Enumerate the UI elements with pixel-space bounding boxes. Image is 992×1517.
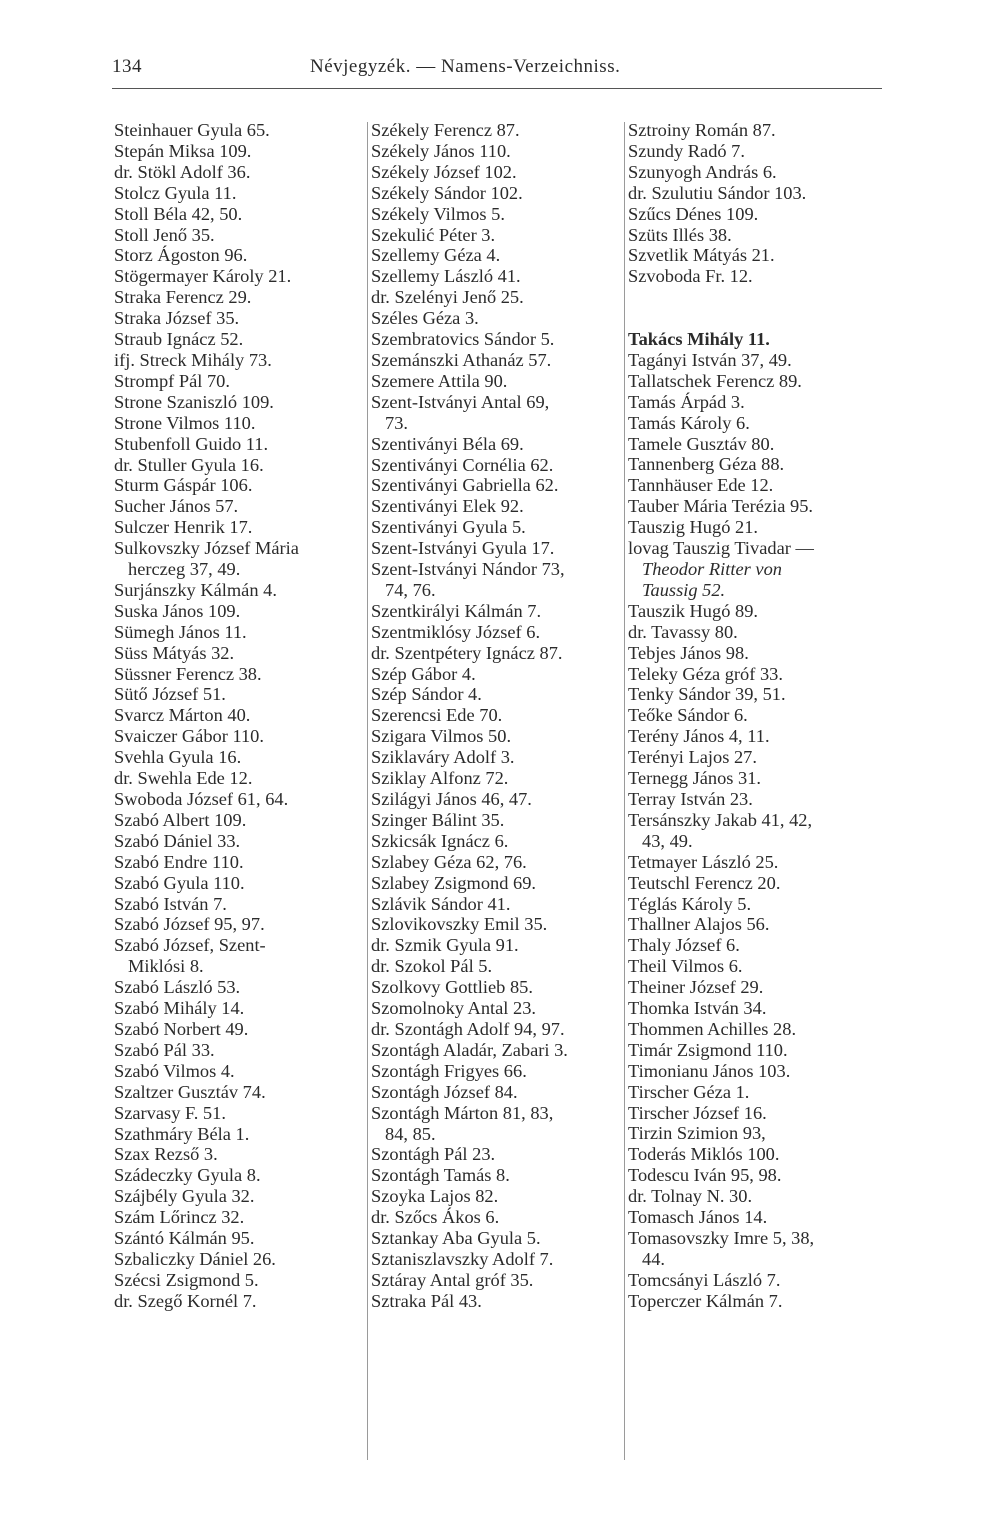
directory-entry: Szabó István 7. — [114, 893, 227, 914]
directory-entry: Szabó Norbert 49. — [114, 1018, 249, 1039]
directory-entry: Tallatschek Ferencz 89. — [628, 370, 802, 391]
directory-entry: Tamás Árpád 3. — [628, 391, 745, 412]
directory-entry: Szkicsák Ignácz 6. — [371, 830, 509, 851]
directory-entry: Szentiványi Elek 92. — [371, 496, 524, 517]
directory-entry: Stögermayer Károly 21. — [114, 266, 292, 287]
directory-entry: Sztraka Pál 43. — [371, 1290, 482, 1311]
directory-entry: Terényi Lajos 27. — [628, 747, 757, 768]
directory-entry: Szigara Vilmos 50. — [371, 726, 512, 747]
directory-entry: Svehla Gyula 16. — [114, 747, 242, 768]
directory-entry: Stoll Jenő 35. — [114, 224, 215, 245]
directory-entry: Straka József 35. — [114, 308, 240, 329]
directory-entry: Strompf Pál 70. — [114, 370, 230, 391]
directory-entry: Szekulić Péter 3. — [371, 224, 496, 245]
directory-entry: dr. Szőcs Ákos 6. — [371, 1207, 500, 1228]
directory-entry: Strone Vilmos 110. — [114, 412, 256, 433]
directory-entry: Szabó Vilmos 4. — [114, 1060, 235, 1081]
directory-entry: Téglás Károly 5. — [628, 893, 752, 914]
directory-entry: Thallner Alajos 56. — [628, 914, 770, 935]
directory-entry: Szilágyi János 46, 47. — [371, 789, 532, 809]
directory-entry: Straub Ignácz 52. — [114, 329, 244, 350]
directory-entry: Szontágh Márton 81, 83, — [371, 1102, 554, 1123]
directory-entry: Tannenberg Géza 88. — [628, 454, 785, 475]
directory-entry: Szellemy Géza 4. — [371, 245, 501, 266]
directory-entry: dr. Szegő Kornél 7. — [114, 1290, 257, 1311]
directory-entry: Tannhäuser Ede 12. — [628, 475, 774, 496]
entry-continuation: 44. — [642, 1248, 665, 1269]
directory-entry: dr. Swehla Ede 12. — [114, 768, 253, 789]
directory-entry: Ternegg János 31. — [628, 768, 762, 789]
directory-entry: Tamás Károly 6. — [628, 412, 750, 433]
directory-entry: Tetmayer László 25. — [628, 851, 779, 872]
directory-entry: dr. Szelényi Jenő 25. — [371, 287, 524, 308]
directory-entry: Thaly József 6. — [628, 935, 740, 956]
directory-entry: Szám Lőrincz 32. — [114, 1207, 245, 1228]
directory-entry: Thomka István 34. — [628, 998, 767, 1019]
directory-entry: Theiner József 29. — [628, 977, 764, 998]
name-column-3 — [628, 120, 890, 1312]
directory-entry: Teutschl Ferencz 20. — [628, 872, 781, 893]
directory-entry: lovag Tauszig Tivadar — — [628, 538, 814, 559]
directory-entry: dr. Szontágh Adolf 94, 97. — [371, 1018, 565, 1039]
directory-entry: Szentiványi Gyula 5. — [371, 517, 526, 538]
directory-entry: Sulczer Henrik 17. — [114, 517, 253, 538]
directory-entry: Tomasovszky Imre 5, 38, — [628, 1228, 815, 1248]
name-column-1 — [114, 120, 368, 1312]
directory-entry: Timonianu János 103. — [628, 1060, 791, 1081]
directory-entry: Terray István 23. — [628, 788, 753, 809]
directory-entry: Szellemy László 41. — [371, 266, 521, 287]
directory-entry: Teőke Sándor 6. — [628, 705, 748, 726]
directory-entry: dr. Szulutiu Sándor 103. — [628, 182, 807, 203]
directory-entry: Szolkovy Gottlieb 85. — [371, 977, 533, 998]
directory-entry: Thommen Achilles 28. — [628, 1018, 797, 1039]
entry-continuation: 84, 85. — [385, 1123, 436, 1144]
directory-entry: Szerencsi Ede 70. — [371, 705, 503, 726]
directory-entry: Szax Rezső 3. — [114, 1144, 218, 1165]
directory-entry: Szarvasy F. 51. — [114, 1102, 226, 1123]
entry-continuation: Taussig 52. — [642, 579, 726, 600]
directory-entry: Szabó Endre 110. — [114, 851, 244, 872]
entry-continuation: 43, 49. — [642, 830, 693, 851]
entry-continuation: Theodor Ritter von — [642, 559, 782, 579]
directory-entry: Székely Sándor 102. — [371, 182, 523, 203]
directory-entry: Szabó László 53. — [114, 977, 241, 998]
running-title: Névjegyzék. — Namens-Verzeichniss. — [310, 56, 621, 77]
directory-entry: Szontágh Pál 23. — [371, 1144, 496, 1165]
directory-entry: dr. Tolnay N. 30. — [628, 1186, 753, 1207]
directory-entry: Szomolnoky Antal 23. — [371, 998, 537, 1019]
directory-entry: Szvetlik Mátyás 21. — [628, 245, 775, 266]
directory-entry: Surjánszky Kálmán 4. — [114, 579, 277, 600]
directory-entry: Steinhauer Gyula 65. — [114, 120, 270, 140]
directory-entry: Székely József 102. — [371, 161, 517, 182]
directory-entry: Swoboda József 61, 64. — [114, 789, 289, 809]
directory-entry: Todescu Iván 95, 98. — [628, 1165, 782, 1186]
directory-entry: Strone Szaniszló 109. — [114, 391, 274, 412]
directory-entry: Székely János 110. — [371, 140, 511, 161]
directory-entry: Tenky Sándor 39, 51. — [628, 684, 786, 705]
directory-entry: Sziklay Alfonz 72. — [371, 768, 509, 789]
directory-entry: Sziklaváry Adolf 3. — [371, 747, 515, 768]
directory-entry: Szép Gábor 4. — [371, 663, 476, 684]
directory-entry: Szentmiklósy József 6. — [371, 621, 541, 642]
directory-entry: Storz Ágoston 96. — [114, 245, 248, 266]
directory-entry: Szvoboda Fr. 12. — [628, 266, 753, 287]
directory-entry: Suska János 109. — [114, 600, 241, 621]
directory-entry: Szaltzer Gusztáv 74. — [114, 1081, 266, 1102]
directory-entry: Tamele Gusztáv 80. — [628, 433, 775, 454]
page-number: 134 — [112, 56, 142, 77]
directory-entry: Svaiczer Gábor 110. — [114, 726, 264, 747]
directory-entry: Sütő József 51. — [114, 684, 226, 705]
directory-entry: Szentiványi Cornélia 62. — [371, 454, 554, 475]
directory-entry: Sulkovszky József Mária — [114, 538, 299, 559]
directory-entry: Szabó József, Szent- — [114, 935, 266, 956]
directory-entry: Tauber Mária Terézia 95. — [628, 496, 813, 517]
entry-continuation: herczeg 37, 49. — [128, 559, 241, 580]
directory-entry: Szlabey Zsigmond 69. — [371, 872, 536, 893]
directory-entry: Szentkirályi Kálmán 7. — [371, 600, 542, 621]
blank-line — [628, 308, 890, 329]
header-rule — [112, 88, 882, 89]
directory-entry: Sturm Gáspár 106. — [114, 475, 253, 496]
directory-entry: ifj. Streck Mihály 73. — [114, 349, 272, 370]
directory-entry: Stepán Miksa 109. — [114, 140, 252, 161]
blank-line — [628, 287, 890, 308]
directory-entry: Tauszig Hugó 21. — [628, 517, 758, 538]
directory-entry: Sztaniszlavszky Adolf 7. — [371, 1248, 554, 1269]
directory-entry: Sucher János 57. — [114, 496, 239, 517]
directory-entry: Terény János 4, 11. — [628, 726, 770, 747]
directory-entry: Süss Mátyás 32. — [114, 642, 235, 663]
directory-entry: Szent-Istványi Nándor 73, — [371, 559, 565, 580]
directory-entry: Szép Sándor 4. — [371, 684, 482, 705]
directory-entry: Tersánszky Jakab 41, 42, — [628, 809, 813, 830]
page-header — [112, 56, 882, 86]
directory-entry: Tomcsányi László 7. — [628, 1269, 781, 1290]
directory-entry: Széles Géza 3. — [371, 308, 479, 329]
directory-entry: Szontágh Aladár, Zabari 3. — [371, 1039, 568, 1060]
directory-entry: Szabó Albert 109. — [114, 809, 247, 830]
directory-entry: Szüts Illés 38. — [628, 224, 732, 245]
directory-entry: Takács Mihály 11. — [628, 329, 770, 350]
directory-entry: Szbaliczky Dániel 26. — [114, 1248, 276, 1269]
directory-entry: Toperczer Kálmán 7. — [628, 1290, 783, 1311]
directory-entry: Szemere Attila 90. — [371, 370, 508, 391]
directory-entry: Szemánszki Athanáz 57. — [371, 349, 552, 370]
entry-continuation: Miklósi 8. — [128, 956, 204, 977]
directory-entry: Teleky Géza gróf 33. — [628, 663, 783, 684]
directory-entry: Stubenfoll Guido 11. — [114, 433, 269, 454]
directory-entry: Szinger Bálint 35. — [371, 809, 505, 830]
directory-entry: Székely Ferencz 87. — [371, 120, 520, 140]
directory-entry: Tagányi István 37, 49. — [628, 349, 792, 370]
directory-entry: Szlovikovszky Emil 35. — [371, 914, 548, 935]
directory-entry: dr. Szentpétery Ignácz 87. — [371, 642, 563, 663]
directory-entry: Szlávik Sándor 41. — [371, 893, 511, 914]
directory-entry: Timár Zsigmond 110. — [628, 1039, 788, 1060]
directory-entry: Szentiványi Béla 69. — [371, 433, 524, 454]
directory-entry: Szabó József 95, 97. — [114, 914, 265, 935]
directory-entry: dr. Tavassy 80. — [628, 621, 738, 642]
directory-entry: Szontágh Frigyes 66. — [371, 1060, 527, 1081]
directory-entry: Tirzin Szimion 93, — [628, 1123, 766, 1144]
directory-entry: Szécsi Zsigmond 5. — [114, 1269, 259, 1290]
directory-entry: Svarcz Márton 40. — [114, 705, 251, 726]
directory-entry: Süssner Ferencz 38. — [114, 663, 262, 684]
directory-entry: Szántó Kálmán 95. — [114, 1228, 255, 1249]
directory-entry: Székely Vilmos 5. — [371, 203, 505, 224]
directory-entry: Straka Ferencz 29. — [114, 287, 252, 308]
directory-entry: Stolcz Gyula 11. — [114, 182, 237, 203]
directory-entry: Szundy Radó 7. — [628, 140, 745, 161]
directory-entry: Sztáray Antal gróf 35. — [371, 1269, 534, 1290]
directory-entry: dr. Szmik Gyula 91. — [371, 935, 519, 956]
directory-entry: Szentiványi Gabriella 62. — [371, 475, 559, 496]
directory-entry: Tomasch János 14. — [628, 1207, 768, 1228]
directory-entry: Sztankay Aba Gyula 5. — [371, 1228, 541, 1249]
directory-entry: Tebjes János 98. — [628, 642, 749, 663]
directory-entry: Tirscher Géza 1. — [628, 1081, 750, 1102]
directory-entry: Theil Vilmos 6. — [628, 956, 743, 977]
directory-entry: Szontágh Tamás 8. — [371, 1165, 510, 1186]
directory-entry: Toderás Miklós 100. — [628, 1144, 780, 1165]
directory-entry: Szathmáry Béla 1. — [114, 1123, 250, 1144]
directory-entry: Szunyogh András 6. — [628, 161, 777, 182]
directory-entry: Szabó Dániel 33. — [114, 830, 241, 851]
directory-entry: Stoll Béla 42, 50. — [114, 203, 243, 224]
directory-entry: Szabó Gyula 110. — [114, 872, 245, 893]
directory-entry: dr. Szokol Pál 5. — [371, 956, 493, 977]
entry-continuation: 73. — [385, 412, 408, 433]
entry-continuation: 74, 76. — [385, 579, 436, 600]
directory-entry: Szűcs Dénes 109. — [628, 203, 759, 224]
directory-entry: Szabó Pál 33. — [114, 1039, 215, 1060]
directory-entry: Tirscher József 16. — [628, 1102, 767, 1123]
directory-entry: Szájbély Gyula 32. — [114, 1186, 255, 1207]
directory-entry: Szabó Mihály 14. — [114, 998, 245, 1019]
directory-entry: Sümegh János 11. — [114, 621, 247, 642]
directory-entry: Szent-Istványi Gyula 17. — [371, 538, 555, 559]
directory-entry: Sztroiny Román 87. — [628, 120, 776, 140]
directory-entry: dr. Stökl Adolf 36. — [114, 161, 251, 182]
directory-entry: Szontágh József 84. — [371, 1081, 518, 1102]
name-column-2 — [371, 120, 625, 1312]
directory-entry: Szent-Istványi Antal 69, — [371, 391, 550, 412]
directory-entry: Szoyka Lajos 82. — [371, 1186, 499, 1207]
directory-entry: Szlabey Géza 62, 76. — [371, 851, 527, 872]
directory-entry: Szembratovics Sándor 5. — [371, 329, 555, 350]
directory-entry: Tauszik Hugó 89. — [628, 600, 758, 621]
directory-entry: Szádeczky Gyula 8. — [114, 1165, 261, 1186]
directory-entry: dr. Stuller Gyula 16. — [114, 454, 264, 475]
